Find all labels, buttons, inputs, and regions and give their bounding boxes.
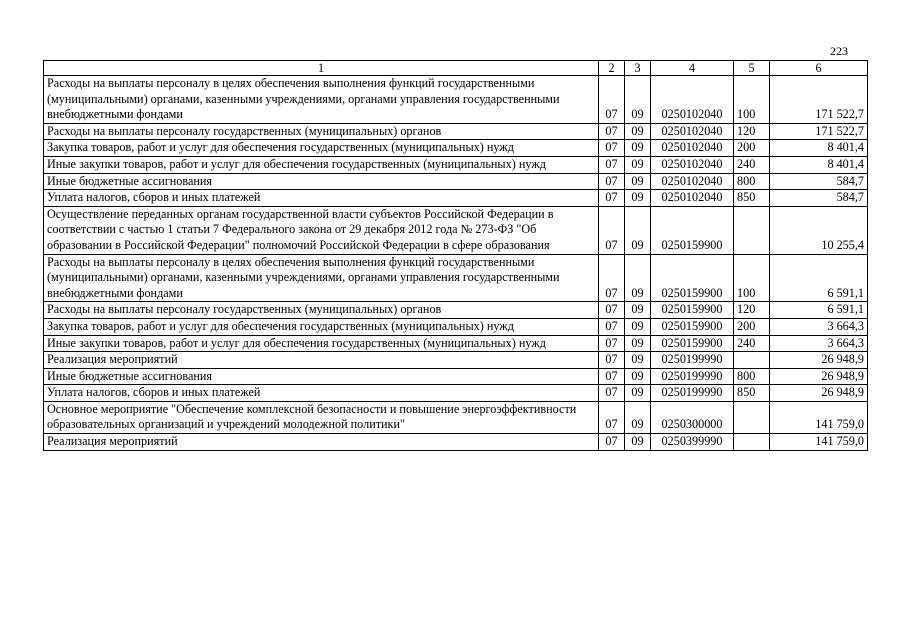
table-row — [44, 190, 868, 207]
row-code: 0250300000 — [651, 401, 734, 433]
row-section: 07 — [599, 76, 625, 124]
row-type: 120 — [734, 302, 770, 319]
row-name: Осуществление переданных органам государственной власти субъектов Российской Федерации в соответствии с частью 1 статьи 7 Федерального закона от 29 декабря 2012 года № 273-ФЗ "Об образовании в Российской Федерации" полномочий Российской Федерации в сфере образования — [44, 206, 599, 254]
row-sum: 8 401,4 — [770, 140, 868, 157]
table-row — [44, 352, 868, 369]
row-code: 0250102040 — [651, 173, 734, 190]
row-section: 07 — [599, 302, 625, 319]
row-sum: 10 255,4 — [770, 206, 868, 254]
page-number: 223 — [830, 44, 848, 58]
row-code: 0250199990 — [651, 385, 734, 402]
row-section: 07 — [599, 156, 625, 173]
row-name: Закупка товаров, работ и услуг для обеспечения государственных (муниципальных) нужд — [44, 318, 599, 335]
row-type: 200 — [734, 140, 770, 157]
row-name: Иные бюджетные ассигнования — [44, 173, 599, 190]
row-code: 0250102040 — [651, 123, 734, 140]
row-sum: 584,7 — [770, 190, 868, 207]
row-subsection: 09 — [625, 385, 651, 402]
row-name: Иные закупки товаров, работ и услуг для обеспечения государственных (муниципальных) нужд — [44, 335, 599, 352]
row-code: 0250102040 — [651, 156, 734, 173]
row-name: Закупка товаров, работ и услуг для обеспечения государственных (муниципальных) нужд — [44, 140, 599, 157]
row-code: 0250159900 — [651, 206, 734, 254]
row-name: Уплата налогов, сборов и иных платежей — [44, 190, 599, 207]
row-name: Иные закупки товаров, работ и услуг для обеспечения государственных (муниципальных) нужд — [44, 156, 599, 173]
row-type: 800 — [734, 368, 770, 385]
row-sum: 6 591,1 — [770, 302, 868, 319]
row-sum: 26 948,9 — [770, 385, 868, 402]
row-section: 07 — [599, 368, 625, 385]
row-subsection: 09 — [625, 206, 651, 254]
row-name: Расходы на выплаты персоналу в целях обеспечения выполнения функций государственными (муниципальными) органами, казенными учреждениями, органами управления государственными внебюджетными фондами — [44, 76, 599, 124]
header-col-subsection: 3 — [625, 61, 651, 76]
header-col-sum: 6 — [770, 61, 868, 76]
row-subsection: 09 — [625, 190, 651, 207]
header-col-type: 5 — [734, 61, 770, 76]
row-section: 07 — [599, 140, 625, 157]
row-name: Основное мероприятие "Обеспечение комплексной безопасности и повышение энергоэффективности образовательных организаций и учреждений молодежной политики" — [44, 401, 599, 433]
row-section: 07 — [599, 173, 625, 190]
table-row — [44, 302, 868, 319]
row-sum: 141 759,0 — [770, 401, 868, 433]
row-section: 07 — [599, 318, 625, 335]
row-type: 100 — [734, 76, 770, 124]
table-row — [44, 254, 868, 302]
table-row — [44, 401, 868, 433]
row-code: 0250199990 — [651, 368, 734, 385]
row-code: 0250159900 — [651, 254, 734, 302]
row-name: Реализация мероприятий — [44, 352, 599, 369]
table-row — [44, 368, 868, 385]
row-subsection: 09 — [625, 335, 651, 352]
row-subsection: 09 — [625, 318, 651, 335]
row-code: 0250102040 — [651, 140, 734, 157]
row-type — [734, 434, 770, 451]
row-code: 0250159900 — [651, 302, 734, 319]
table-row — [44, 140, 868, 157]
row-section: 07 — [599, 401, 625, 433]
header-col-code: 4 — [651, 61, 734, 76]
row-name: Расходы на выплаты персоналу государственных (муниципальных) органов — [44, 302, 599, 319]
row-section: 07 — [599, 434, 625, 451]
table-row — [44, 434, 868, 451]
row-name: Расходы на выплаты персоналу государственных (муниципальных) органов — [44, 123, 599, 140]
row-subsection: 09 — [625, 254, 651, 302]
row-name: Уплата налогов, сборов и иных платежей — [44, 385, 599, 402]
row-section: 07 — [599, 352, 625, 369]
row-subsection: 09 — [625, 368, 651, 385]
table-row — [44, 206, 868, 254]
budget-table — [43, 60, 868, 451]
row-subsection: 09 — [625, 173, 651, 190]
row-sum: 141 759,0 — [770, 434, 868, 451]
row-subsection: 09 — [625, 352, 651, 369]
header-col-section: 2 — [599, 61, 625, 76]
row-name: Реализация мероприятий — [44, 434, 599, 451]
row-subsection: 09 — [625, 156, 651, 173]
row-subsection: 09 — [625, 140, 651, 157]
table-row — [44, 173, 868, 190]
row-type — [734, 352, 770, 369]
row-section: 07 — [599, 206, 625, 254]
row-sum: 3 664,3 — [770, 335, 868, 352]
row-subsection: 09 — [625, 123, 651, 140]
row-section: 07 — [599, 190, 625, 207]
row-type: 850 — [734, 190, 770, 207]
row-code: 0250102040 — [651, 76, 734, 124]
row-type — [734, 401, 770, 433]
row-code: 0250102040 — [651, 190, 734, 207]
row-section: 07 — [599, 335, 625, 352]
row-code: 0250199990 — [651, 352, 734, 369]
row-subsection: 09 — [625, 76, 651, 124]
row-section: 07 — [599, 254, 625, 302]
row-subsection: 09 — [625, 302, 651, 319]
row-name: Иные бюджетные ассигнования — [44, 368, 599, 385]
row-sum: 3 664,3 — [770, 318, 868, 335]
row-sum: 26 948,9 — [770, 368, 868, 385]
row-section: 07 — [599, 385, 625, 402]
row-subsection: 09 — [625, 401, 651, 433]
row-sum: 171 522,7 — [770, 76, 868, 124]
row-type: 800 — [734, 173, 770, 190]
row-sum: 171 522,7 — [770, 123, 868, 140]
row-type: 240 — [734, 335, 770, 352]
row-sum: 584,7 — [770, 173, 868, 190]
row-code: 0250159900 — [651, 335, 734, 352]
table-row — [44, 76, 868, 124]
row-type: 850 — [734, 385, 770, 402]
row-sum: 6 591,1 — [770, 254, 868, 302]
table-row — [44, 318, 868, 335]
row-type: 100 — [734, 254, 770, 302]
table-body — [44, 76, 868, 451]
row-code: 0250159900 — [651, 318, 734, 335]
table-row — [44, 123, 868, 140]
header-col-name: 1 — [44, 61, 599, 76]
table-row — [44, 335, 868, 352]
row-name: Расходы на выплаты персоналу в целях обеспечения выполнения функций государственными (муниципальными) органами, казенными учреждениями, органами управления государственными внебюджетными фондами — [44, 254, 599, 302]
row-type: 120 — [734, 123, 770, 140]
header-row — [44, 61, 868, 76]
row-type — [734, 206, 770, 254]
table-row — [44, 385, 868, 402]
row-type: 200 — [734, 318, 770, 335]
table-header — [44, 61, 868, 76]
table-row — [44, 156, 868, 173]
row-type: 240 — [734, 156, 770, 173]
row-sum: 8 401,4 — [770, 156, 868, 173]
row-subsection: 09 — [625, 434, 651, 451]
row-code: 0250399990 — [651, 434, 734, 451]
row-section: 07 — [599, 123, 625, 140]
row-sum: 26 948,9 — [770, 352, 868, 369]
